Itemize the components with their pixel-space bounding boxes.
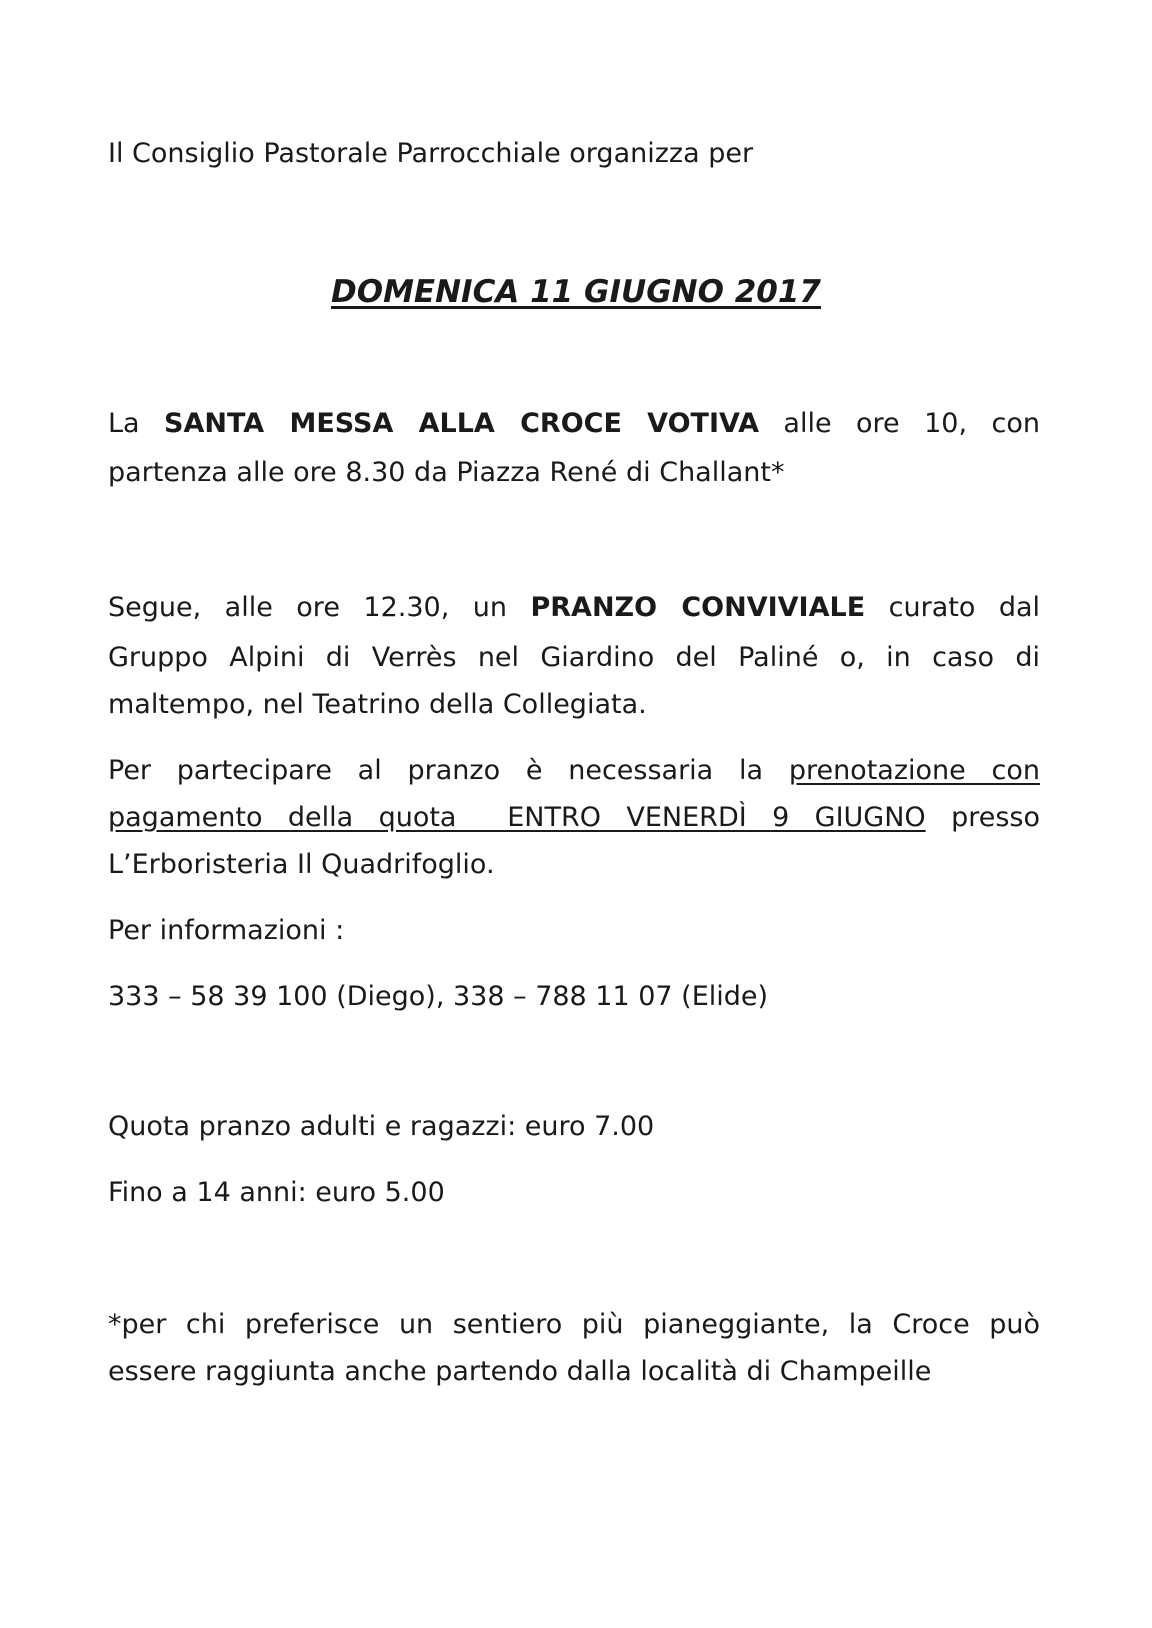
footnote-line-1: *per chi preferisce un sentiero più pianeggiante, la Croce può (108, 1309, 1040, 1340)
lunch-line-1-pre: Segue, alle ore 12.30, un (108, 592, 507, 623)
lunch-line-2: Gruppo Alpini di Verrès nel Giardino del Paliné o, in caso di (108, 642, 1040, 673)
lunch-title: PRANZO CONVIVIALE (530, 592, 866, 623)
date-heading: DOMENICA 11 GIUGNO 2017 (330, 274, 822, 310)
phone-numbers: 333 – 58 39 100 (Diego), 338 – 788 11 07 (Elide) (108, 981, 769, 1012)
lunch-line-1 (108, 583, 1040, 632)
mass-line-1-pre: La (108, 408, 140, 439)
mass-line-2: partenza alle ore 8.30 da Piazza René di Challant* (108, 457, 785, 488)
lunch-line-1-post: curato dal (888, 592, 1041, 623)
booking-deadline-text: pagamento della quota ENTRO VENERDÌ 9 GIUGNO (108, 802, 926, 833)
info-label: Per informazioni : (108, 915, 345, 946)
booking-line-3: L’Erboristeria Il Quadrifoglio. (108, 849, 495, 880)
intro-text: Il Consiglio Pastorale Parrocchiale organizza per (108, 138, 754, 169)
booking-reservation-text: prenotazione con (788, 755, 1040, 786)
booking-line-1 (108, 746, 1040, 795)
lunch-line-3: maltempo, nel Teatrino della Collegiata. (108, 689, 647, 720)
mass-line-1 (108, 399, 1040, 448)
price-children: Fino a 14 anni: euro 5.00 (108, 1177, 445, 1208)
mass-line-1-post: alle ore 10, con (783, 408, 1040, 439)
footnote-line-2: essere raggiunta anche partendo dalla località di Champeille (108, 1356, 932, 1387)
price-adults: Quota pranzo adulti e ragazzi: euro 7.00 (108, 1111, 655, 1142)
booking-line-2 (108, 793, 1040, 842)
mass-title: SANTA MESSA ALLA CROCE VOTIVA (164, 408, 759, 439)
booking-line-1-pre: Per partecipare al pranzo è necessaria la (108, 755, 764, 786)
booking-line-2-post: presso (951, 802, 1040, 833)
